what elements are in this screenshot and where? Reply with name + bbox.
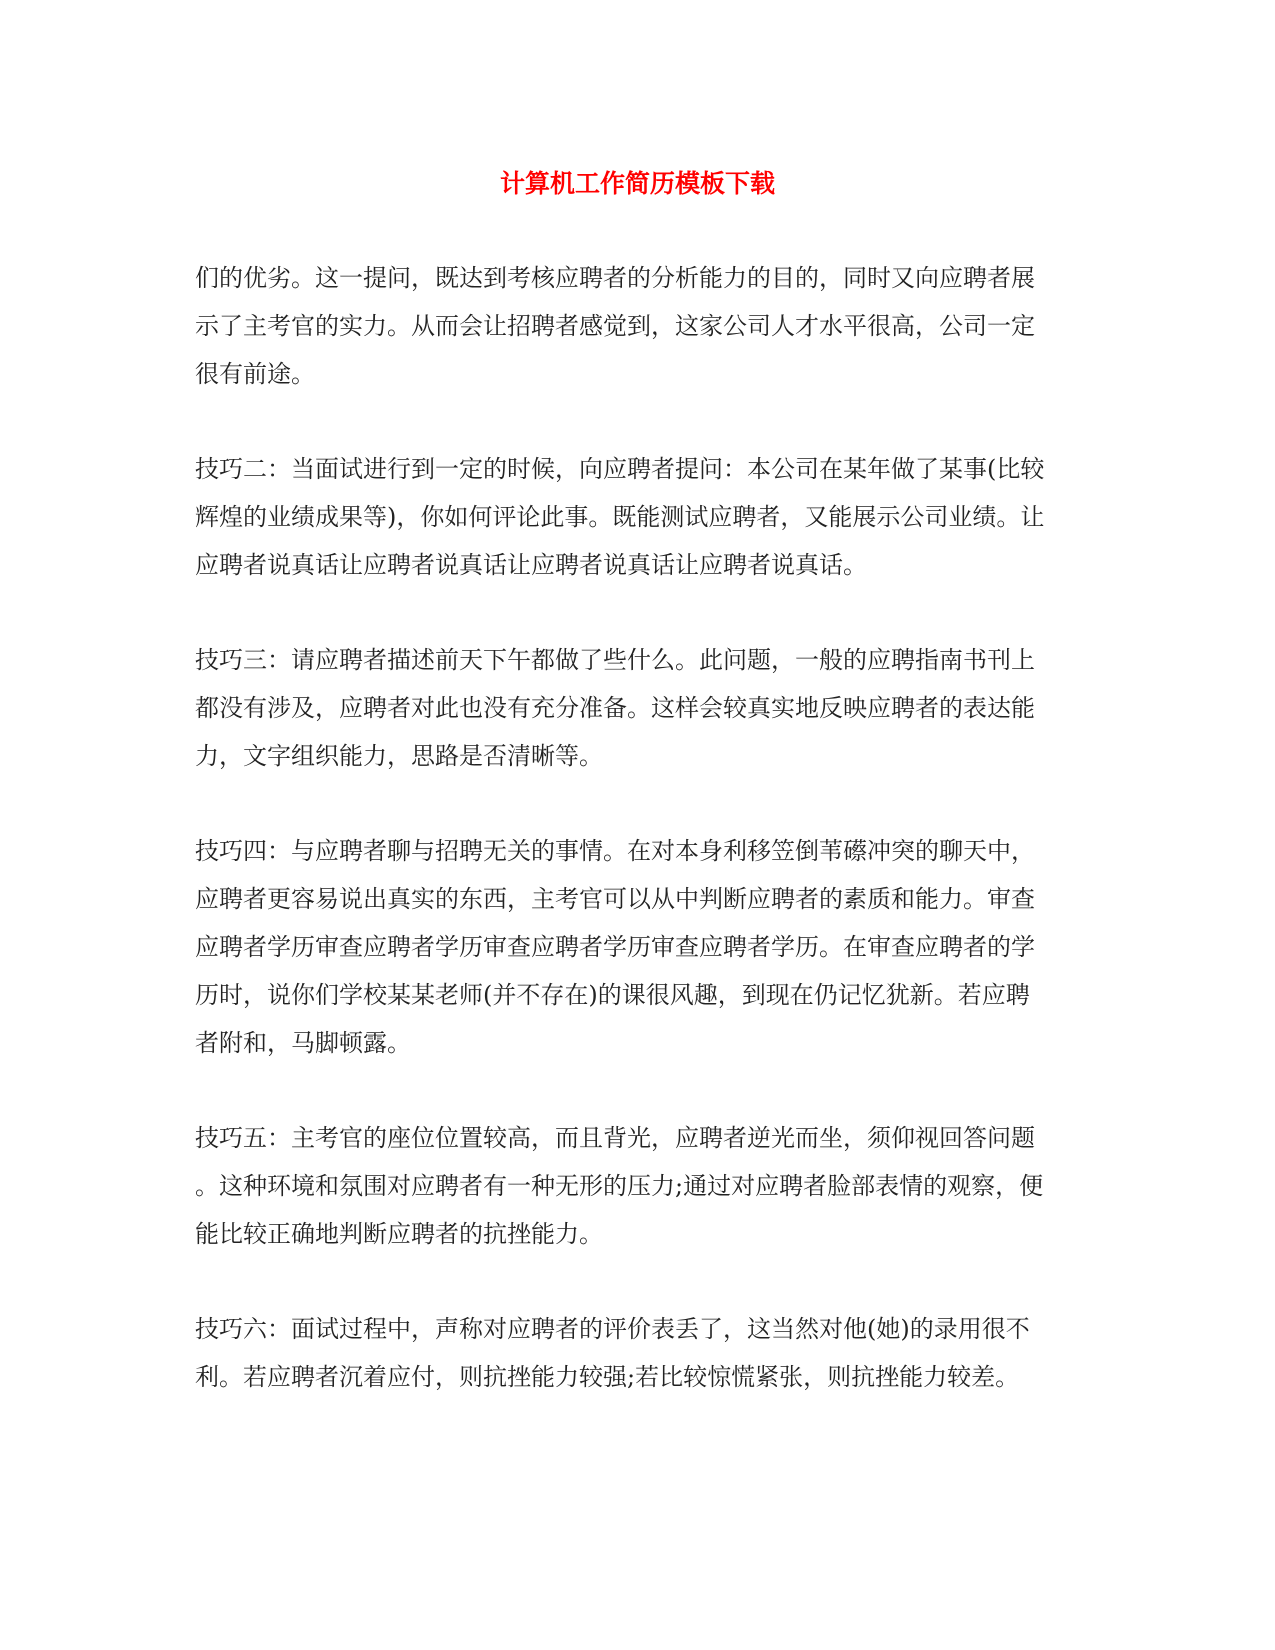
text-line: 都没有涉及，应聘者对此也没有充分准备。这样会较真实地反映应聘者的表达能 [195, 694, 1035, 722]
paragraph-tip-5 [195, 1114, 1095, 1258]
paragraph-intro [195, 254, 1095, 398]
text-line: 们的优劣。这一提问，既达到考核应聘者的分析能力的目的，同时又向应聘者展 [195, 264, 1035, 292]
paragraph-tip-6 [195, 1305, 1095, 1401]
text-line: 很有前途。 [195, 360, 315, 388]
text-line: 技巧四：与应聘者聊与招聘无关的事情。在对本身利移笠倒苇礤冲突的聊天中， [195, 837, 1035, 865]
paragraph-tip-4 [195, 827, 1095, 1067]
document-body [195, 254, 1095, 1448]
text-line: 能比较正确地判断应聘者的抗挫能力。 [195, 1220, 603, 1248]
text-line: 应聘者更容易说出真实的东西，主考官可以从中判断应聘者的素质和能力。审查 [195, 885, 1035, 913]
paragraph-tip-2 [195, 445, 1095, 589]
text-line: 技巧六：面试过程中，声称对应聘者的评价表丢了，这当然对他(她)的录用很不 [195, 1315, 1030, 1343]
text-line: 应聘者学历审查应聘者学历审查应聘者学历审查应聘者学历。在审查应聘者的学 [195, 933, 1035, 961]
text-line: 技巧三：请应聘者描述前天下午都做了些什么。此问题，一般的应聘指南书刊上 [195, 646, 1035, 674]
text-line: 力，文字组织能力，思路是否清晰等。 [195, 742, 603, 770]
text-line: 者附和，马脚顿露。 [195, 1029, 411, 1057]
text-line: 。这种环境和氛围对应聘者有一种无形的压力;通过对应聘者脸部表情的观察，便 [195, 1172, 1044, 1200]
text-line: 示了主考官的实力。从而会让招聘者感觉到，这家公司人才水平很高，公司一定 [195, 312, 1035, 340]
text-line: 辉煌的业绩成果等)，你如何评论此事。既能测试应聘者，又能展示公司业绩。让 [195, 503, 1045, 531]
paragraph-tip-3 [195, 636, 1095, 780]
text-line: 历时，说你们学校某某老师(并不存在)的课很风趣，到现在仍记忆犹新。若应聘 [195, 981, 1030, 1009]
text-line: 应聘者说真话让应聘者说真话让应聘者说真话让应聘者说真话。 [195, 551, 867, 579]
text-line: 技巧二：当面试进行到一定的时候，向应聘者提问：本公司在某年做了某事(比较 [195, 455, 1045, 483]
text-line: 利。若应聘者沉着应付，则抗挫能力较强;若比较惊慌紧张，则抗挫能力较差。 [195, 1363, 1020, 1391]
text-line: 技巧五：主考官的座位位置较高，而且背光，应聘者逆光而坐，须仰视回答问题 [195, 1124, 1035, 1152]
document-title: 计算机工作简历模板下载 [499, 169, 775, 198]
